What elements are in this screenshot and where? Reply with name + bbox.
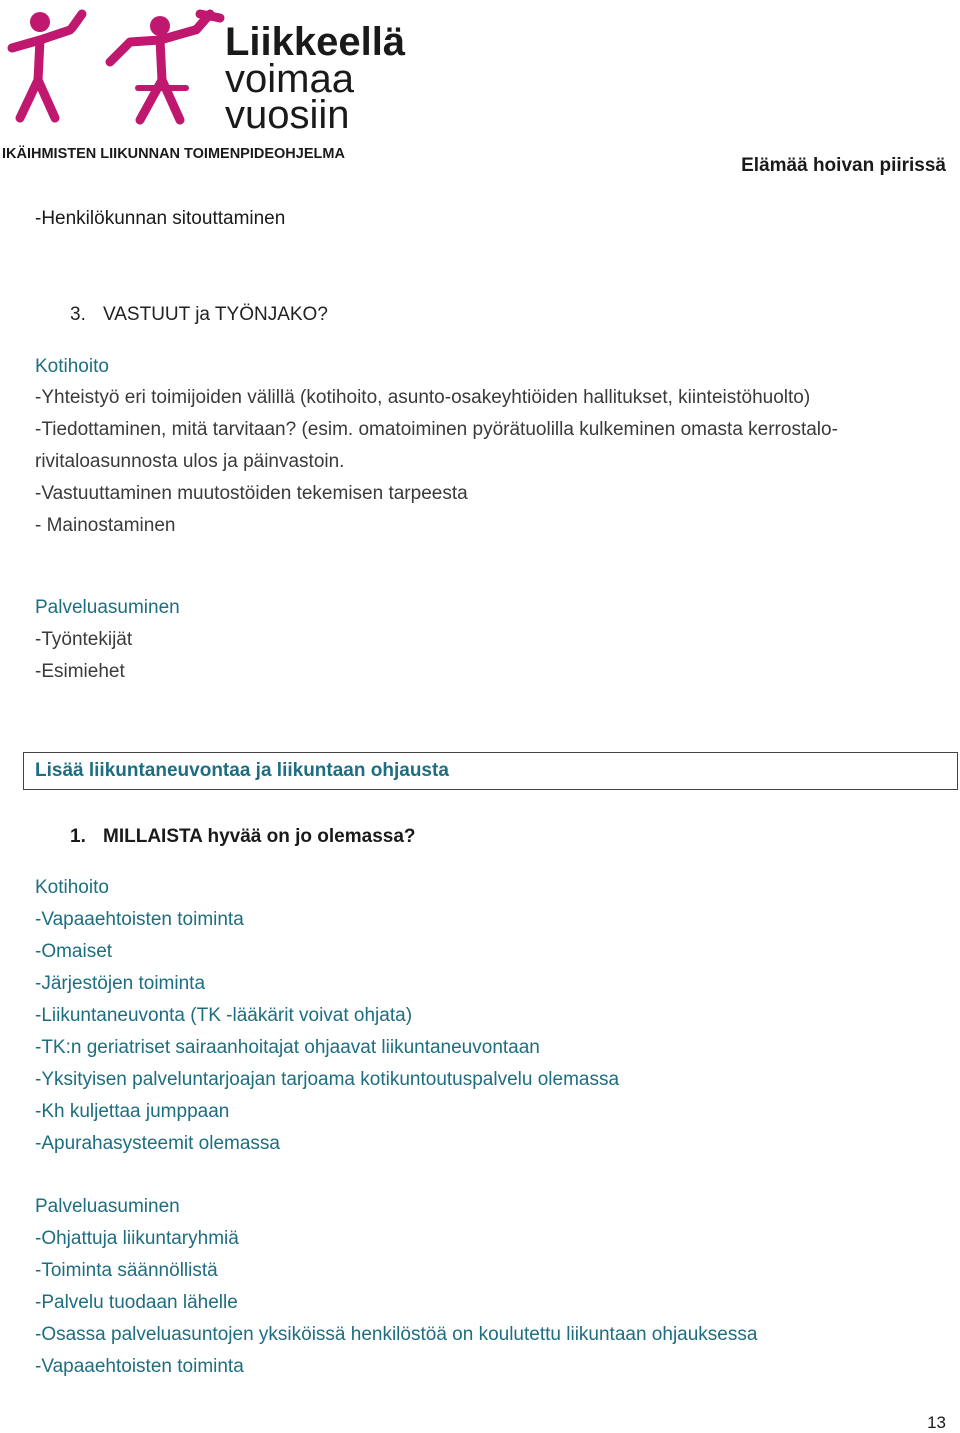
section-3-palveluasuminen-heading: Palveluasuminen [35, 597, 180, 618]
top-item: -Henkilökunnan sitouttaminen [35, 208, 286, 229]
logo-line-1: Liikkeellä [225, 20, 406, 64]
logo-figures-icon [12, 12, 220, 120]
list-item: -Järjestöjen toiminta [35, 973, 206, 994]
section-1-number: 1. [70, 826, 86, 847]
list-item: -Palvelu tuodaan lähelle [35, 1292, 238, 1313]
list-item: rivitaloasunnosta ulos ja päinvastoin. [35, 451, 345, 472]
list-item: -Ohjattuja liikuntaryhmiä [35, 1228, 239, 1249]
list-item: -Kh kuljettaa jumppaan [35, 1101, 230, 1122]
section-3-heading [70, 303, 328, 327]
program-logo [0, 0, 406, 165]
boxed-topic-text: Lisää liikuntaneuvontaa ja liikuntaan ohjausta [35, 760, 449, 781]
logo-line-3: vuosiin [225, 93, 350, 137]
section-1-title: MILLAISTA hyvää on jo olemassa? [103, 826, 416, 847]
list-item: -Esimiehet [35, 661, 125, 682]
list-item: -Toiminta säännöllistä [35, 1260, 218, 1281]
section-3-title: VASTUUT ja TYÖNJAKO? [103, 304, 328, 325]
logo-tagline: IKÄIHMISTEN LIIKUNNAN TOIMENPIDEOHJELMA [2, 146, 345, 162]
list-item: -Vastuuttaminen muutostöiden tekemisen tarpeesta [35, 483, 468, 504]
page-number: 13 [927, 1413, 946, 1432]
boxed-topic-heading [23, 752, 958, 790]
list-item: -Yhteistyö eri toimijoiden välillä (kotihoito, asunto-osakeyhtiöiden hallitukset, kiinteistöhuolto) [35, 387, 811, 408]
list-item: -Apurahasysteemit olemassa [35, 1133, 280, 1154]
logo-line-2: voimaa [225, 57, 354, 101]
list-item: - Mainostaminen [35, 515, 176, 536]
list-item: -TK:n geriatriset sairaanhoitajat ohjaavat liikuntaneuvontaan [35, 1037, 540, 1058]
list-item: -Liikuntaneuvonta (TK -lääkärit voivat ohjata) [35, 1005, 413, 1026]
list-item: -Työntekijät [35, 629, 133, 650]
list-item: -Omaiset [35, 941, 113, 962]
list-item: -Osassa palveluasuntojen yksiköissä henkilöstöä on koulutettu liikuntaan ohjauksessa [35, 1324, 758, 1345]
list-item: -Vapaaehtoisten toiminta [35, 909, 244, 930]
section-1-kotihoito-heading: Kotihoito [35, 877, 109, 898]
list-item: -Vapaaehtoisten toiminta [35, 1356, 244, 1377]
list-item: -Yksityisen palveluntarjoajan tarjoama kotikuntoutuspalvelu olemassa [35, 1069, 620, 1090]
header-subtitle: Elämää hoivan piirissä [741, 155, 946, 176]
section-3-number: 3. [70, 304, 86, 325]
section-3-kotihoito-heading: Kotihoito [35, 356, 109, 377]
list-item: -Tiedottaminen, mitä tarvitaan? (esim. omatoiminen pyörätuolilla kulkeminen omasta kerrostalo- [35, 419, 838, 440]
section-1-heading [70, 825, 416, 849]
section-1-palveluasuminen-heading: Palveluasuminen [35, 1196, 180, 1217]
